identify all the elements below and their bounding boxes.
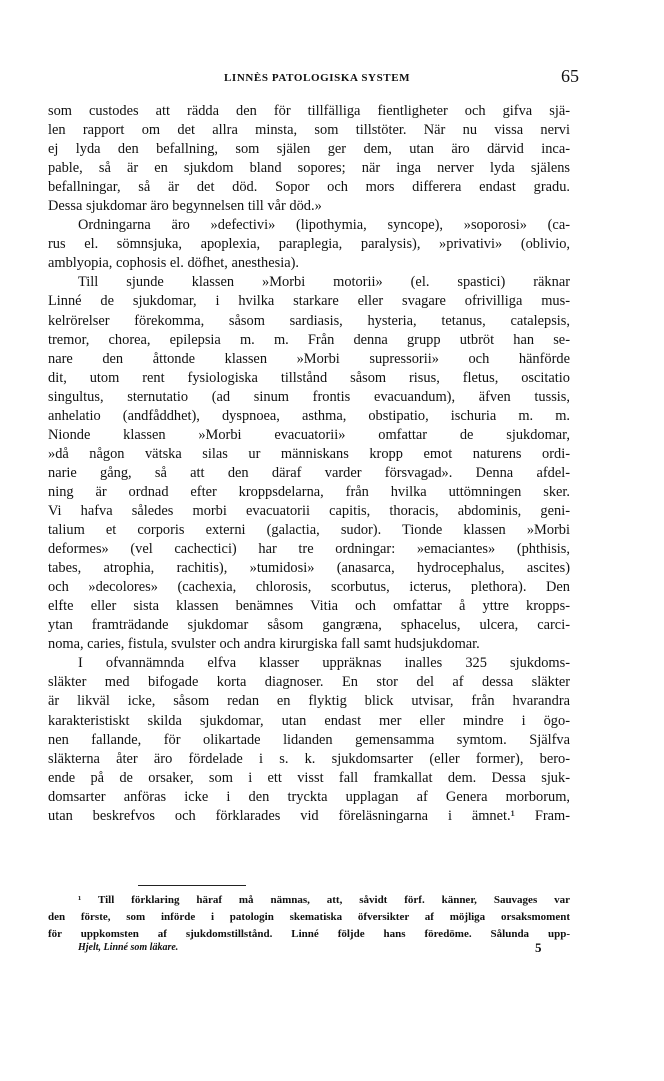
text-line: domsarter anföras icke i den tryckta upplagan af Genera morborum, — [48, 788, 570, 805]
text-line: talium et corporis externi (galactia, sudor). Tionde klassen »Morbi — [48, 522, 570, 539]
text-line: utan beskrefvos och förklarades vid föreläsningarna i ämnet.¹ Fram- — [48, 807, 570, 824]
footnote-line: för uppkomsten af sjukdomstillstånd. Linné följde hans föredöme. Sålunda upp- — [48, 928, 570, 940]
text-line: dit, utom rent fysiologiska tillstånd såsom risus, fletus, oscitatio — [48, 369, 570, 386]
text-line: rus el. sömnsjuka, apoplexia, paraplegia, paralysis), »privativi» (oblivio, — [48, 236, 570, 253]
text-line: I ofvannämnda elfva klasser uppräknas inalles 325 sjukdoms- — [78, 655, 570, 672]
text-line: Dessa sjukdomar äro begynnelsen till vår död.» — [48, 198, 322, 215]
text-line: och »decolores» (cachexia, chlorosis, scorbutus, icterus, plethora). Den — [48, 579, 570, 596]
text-line: som custodes att rädda den för tillfälliga fientligheter och gifva sjä- — [48, 103, 570, 119]
text-line: deformes» (vel cachectici) har tre ordningar: »emaciantes» (phthisis, — [48, 541, 570, 558]
signature-mark: 5 — [535, 940, 542, 955]
signature-line — [48, 940, 570, 960]
text-line: narie gång, så att den däraf varder försvagad». Denna afdel- — [48, 464, 570, 481]
text-line: karakteristiskt skilda sjukdomar, utan endast mer eller mindre i ögo- — [48, 712, 570, 729]
text-line: anhelatio (andfåddhet), dyspnoea, asthma, obstipatio, ischuria m. m. — [48, 407, 570, 424]
page-number: 65 — [561, 66, 579, 86]
text-line: nare den åttonde klassen »Morbi supressorii» och hänförde — [48, 350, 570, 367]
text-line: tremor, chorea, epilepsia m. m. Från denna grupp utbröt han se- — [48, 331, 570, 348]
text-line: Ordningarna äro »defectivi» (lipothymia, syncope), »soporosi» (ca- — [78, 217, 570, 234]
text-line: Nionde klassen »Morbi evacuatorii» omfattar de sjukdomar, — [48, 426, 570, 443]
text-line: »då någon vätska silas ur människans kropp emot naturens ordi- — [48, 445, 570, 462]
footnotes — [48, 885, 570, 943]
text-line: Linné de sjukdomar, i hvilka starkare eller svagare ofrivilliga mus- — [48, 293, 570, 310]
text-line: Till sjunde klassen »Morbi motorii» (el. spastici) räknar — [78, 274, 570, 291]
text-line: befallningar, så är det död. Sopor och mors differera endast gradu. — [48, 179, 570, 196]
text-line: ende på de orsaker, som i ett visst fall framkallat dem. Dessa sjuk- — [48, 769, 570, 786]
page-header — [0, 66, 664, 96]
text-line: tabes, atrophia, rachitis), »tumidosi» (anasarca, hydrocephalus, ascites) — [48, 560, 570, 577]
footnote-rule — [138, 885, 246, 886]
running-title: LINNÈS PATOLOGISKA SYSTEM — [224, 72, 411, 84]
text-line: ning är ordnad efter kroppsdelarna, från hvilka uttömningen sker. — [48, 483, 570, 500]
text-line: kelrörelser förekomma, såsom sardiasis, hysteria, tetanus, catalepsis, — [48, 312, 570, 329]
text-line: len rapport om det allra minsta, som tillstöter. När nu vissa nervi — [48, 122, 570, 139]
text-line: ytan framträdande sjukdomar såsom gangræna, sphacelus, ulcera, carci- — [48, 617, 570, 634]
body-text — [48, 102, 570, 826]
text-line: är likväl icke, såsom redan en flyktig blick utvisar, från hvarandra — [48, 693, 570, 710]
text-line: nen fallande, för olikartade lidanden gemensamma symtom. Själfva — [48, 731, 570, 748]
footnote-line: ¹ Till förklaring häraf må nämnas, att, såvidt förf. känner, Sauvages var — [78, 894, 570, 906]
text-line: singultus, sternutatio (ad sinum frontis evacuandum), äfven tussis, — [48, 388, 570, 405]
text-line: Vi hafva således morbi evacuatorii capitis, thoracis, abdominis, geni- — [48, 502, 570, 519]
text-line: släkter med bifogade korta diagnoser. En stor del af dessa släkter — [48, 674, 570, 691]
signature-text: Hjelt, Linné som läkare. — [78, 942, 179, 953]
text-line: släkterna åter äro fördelade i s. k. sjukdomsarter (eller former), bero- — [48, 750, 570, 767]
text-line: noma, caries, fistula, svulster och andra kirurgiska fall samt hudsjukdomar. — [48, 636, 480, 653]
text-line: amblyopia, cophosis el. döfhet, anesthesia). — [48, 255, 299, 272]
text-line: pable, så är en sjukdom bland sopores; när inga nerver lyda själens — [48, 160, 570, 177]
footnote-line: den förste, som införde i patologin skematiska öfversikter af möjliga orsaksmoment — [48, 911, 570, 923]
text-line: elfte eller sista klassen benämnes Vitia och omfattar å yttre kropps- — [48, 598, 570, 615]
text-line: ej lyda den befallning, som själen ger dem, utan äro därvid inca- — [48, 141, 570, 158]
